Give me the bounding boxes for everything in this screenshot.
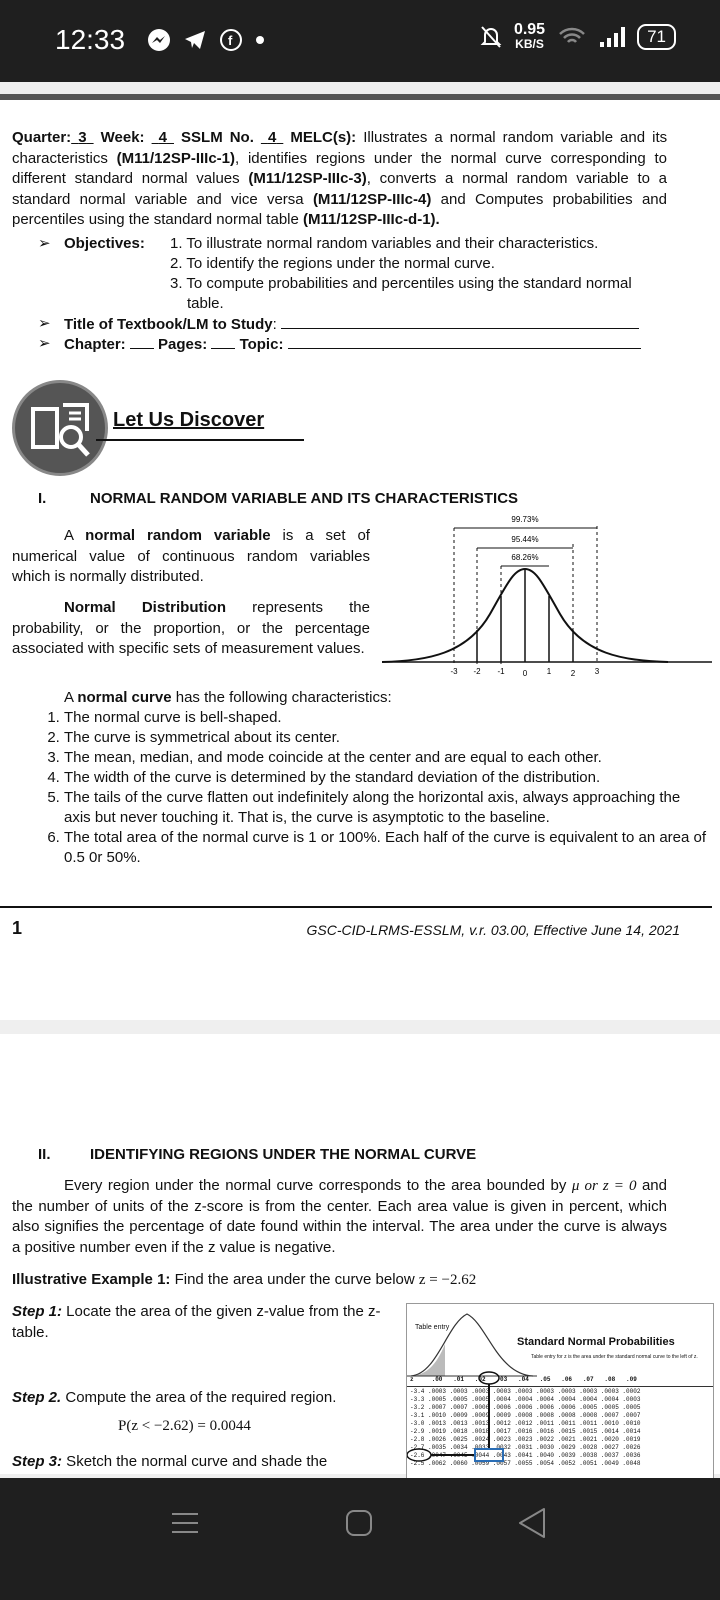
quarter-label: Quarter:	[12, 129, 72, 146]
text-run: , converts a normal random variable to a standard normal variable and vice versa	[12, 170, 668, 208]
speed-unit: KB/S	[515, 37, 544, 51]
table-row: -3.2 .0007 .0007 .0006 .0006 .0006 .0006 .0006 .0005 .0005 .0005	[410, 1404, 641, 1411]
objectives-label: Objectives:	[64, 235, 145, 252]
regions-paragraph: Every region under the normal curve corresponds to the area bounded by μ or z = 0 and the number of units of the z-score is from the center. Each area value is given in percent, which also signifies the percentage of date found within the interval. The area under the curve is always a positive number even if the z value is negative.	[12, 1177, 667, 1256]
table-annotations	[407, 1304, 713, 1479]
table-entry-label: Table entry	[415, 1324, 450, 1331]
speed-value: 0.95	[513, 21, 546, 38]
objective-3: 3. To compute probabilities and percentiles using the standard normal	[170, 275, 632, 292]
objective-2: 2. To identify the regions under the normal curve.	[170, 255, 495, 272]
table-row: -3.0 .0013 .0013 .0013 .0012 .0012 .0011 .0011 .0011 .0010 .0010	[410, 1420, 641, 1427]
textbook-blank	[281, 314, 639, 329]
step-3: Step 3: Sketch the normal curve and shade the	[12, 1453, 328, 1470]
tick-label: 1	[546, 667, 552, 676]
page-number: 1	[12, 918, 23, 938]
textbook-line: Title of Textbook/LM to Study:	[64, 314, 639, 336]
mute-bell-icon	[480, 25, 502, 49]
chapter-label: Chapter:	[64, 336, 126, 353]
signal-icon	[599, 25, 625, 49]
objective-3-cont: table.	[187, 295, 224, 312]
label-95-44: 95.44%	[511, 535, 539, 544]
characteristics-intro: A normal curve has the following characteristics:	[64, 689, 392, 706]
footer-rule	[0, 906, 712, 908]
week-label: Week:	[100, 129, 145, 146]
topic-blank	[288, 334, 641, 349]
list-item: 5. The tails of the curve flatten out indefinitely along the horizontal axis, always approaching the axis but never touching it. That is, the curve is asymptotic to the baseline.	[64, 788, 714, 828]
table-header: z .00 .01 .02 .03 .04 .05 .06 .07 .08 .09	[410, 1376, 637, 1383]
bullet-arrow-icon: ➢	[38, 235, 51, 252]
navigation-bar	[0, 1478, 720, 1600]
bullet-arrow-icon: ➢	[38, 335, 51, 352]
document-page-1	[0, 94, 720, 1020]
step-2-formula: P(z < −2.62) = 0.0044	[118, 1418, 251, 1434]
pages-blank	[211, 334, 235, 349]
text-run: represents the probability, or the proportion, or the percentage associated with specific sets of measurement values.	[12, 599, 370, 657]
sslm-label: SSLM No.	[181, 129, 254, 146]
example-line: Illustrative Example 1: Find the area under the curve below z = −2.62	[12, 1271, 477, 1288]
step-1: Step 1: Locate the area of the given z-value from the z-table.	[12, 1303, 381, 1341]
telegram-icon	[183, 28, 207, 52]
table-row: -2.6 .0047 .0045 .0044 .0043 .0041 .0040 .0039 .0038 .0037 .0036	[410, 1452, 641, 1459]
tick-label: 2	[570, 669, 576, 678]
table-note: Table entry for z is the area under the standard normal curve to the left of z.	[531, 1354, 698, 1360]
home-icon[interactable]	[344, 1508, 374, 1538]
table-row: -2.5 .0062 .0060 .0059 .0057 .0055 .0054 .0052 .0051 .0049 .0048	[410, 1460, 641, 1467]
tick-label: 3	[594, 667, 600, 676]
heading-2-number: II.	[38, 1146, 51, 1163]
textbook-label: Title of Textbook/LM to Study	[64, 316, 273, 333]
back-icon[interactable]	[516, 1506, 548, 1540]
week-value: 4	[158, 129, 167, 146]
topic-label: Topic:	[239, 336, 284, 353]
bold-run: (M11/12SP-IIIc-1)	[116, 149, 236, 167]
list-item: 4. The width of the curve is determined by the standard deviation of the distribution.	[64, 768, 714, 788]
sslm-value: 4	[267, 129, 277, 146]
z-table-image	[406, 1303, 714, 1480]
bold-run: (M11/12SP-IIIc-3)	[248, 170, 367, 187]
tick-label: 0	[522, 669, 528, 678]
table-row: -3.3 .0005 .0005 .0005 .0004 .0004 .0004 .0004 .0004 .0004 .0003	[410, 1396, 641, 1403]
recent-apps-icon[interactable]	[170, 1508, 200, 1538]
definition-normal-distribution	[12, 598, 370, 660]
bold-run: Normal Distribution	[64, 599, 226, 616]
text-run: is a set of numerical value of continuous random variables which is normally distributed.	[12, 527, 370, 585]
document-page-2	[0, 1034, 720, 1474]
quarter-value: 3	[78, 129, 87, 146]
pages-label: Pages:	[158, 336, 208, 353]
wifi-icon	[557, 25, 587, 49]
facebook-icon	[219, 28, 243, 52]
notification-icons	[147, 28, 265, 52]
tick-label: -2	[473, 667, 481, 676]
network-speed	[514, 22, 545, 52]
dot-icon	[255, 35, 265, 45]
melc-paragraph	[12, 128, 667, 231]
table-row: -3.1 .0010 .0009 .0009 .0009 .0008 .0008 .0008 .0008 .0007 .0007	[410, 1412, 641, 1419]
normal-curve-diagram	[382, 514, 712, 680]
melc-label: MELC(s):	[290, 129, 357, 146]
heading-1-number: I.	[38, 490, 47, 507]
list-item: 1. The normal curve is bell-shaped.	[64, 708, 714, 728]
table-row: -3.4 .0003 .0003 .0003 .0003 .0003 .0003 .0003 .0003 .0003 .0002	[410, 1388, 641, 1395]
bullet-arrow-icon: ➢	[38, 315, 51, 332]
bold-run: (M11/12SP-IIIc-d-1).	[303, 211, 440, 228]
text-run: and Computes probabilities and percentiles using the standard normal table	[12, 190, 667, 228]
bold-run: normal random variable	[85, 527, 271, 544]
chapter-blank	[130, 334, 154, 349]
section-title: Let Us Discover	[113, 409, 265, 431]
tick-label: -3	[450, 667, 458, 676]
list-item: 6. The total area of the normal curve is 1 or 100%. Each half of the curve is equivalent to an area of 0.5 0r 50%.	[64, 828, 714, 868]
status-bar	[0, 0, 720, 82]
text-run: Illustrates a normal random variable and its characteristics	[12, 129, 668, 167]
table-row: -2.7 .0035 .0034 .0033 .0032 .0031 .0030 .0029 .0028 .0027 .0026	[410, 1444, 641, 1451]
discover-logo	[12, 380, 108, 476]
text-run: A	[64, 527, 86, 544]
table-row: -2.8 .0026 .0025 .0024 .0023 .0023 .0022 .0021 .0021 .0020 .0019	[410, 1436, 641, 1443]
heading-2: IDENTIFYING REGIONS UNDER THE NORMAL CURVE	[90, 1146, 477, 1163]
label-68-26: 68.26%	[511, 553, 539, 562]
characteristics-list	[12, 708, 714, 868]
book-magnifier-icon	[15, 383, 105, 473]
list-item: 3. The mean, median, and mode coincide at the center and are equal to each other.	[64, 748, 714, 768]
objective-1: 1. To illustrate normal random variables and their characteristics.	[170, 235, 599, 252]
tick-label: -1	[497, 667, 505, 676]
definition-random-variable	[12, 526, 370, 588]
bold-run: (M11/12SP-IIIc-4)	[312, 190, 432, 208]
title-underline	[96, 439, 304, 441]
text-run: , identifies regions under the normal curve corresponding to different standard normal values	[12, 149, 667, 187]
system-icons	[480, 22, 676, 52]
list-item: 2. The curve is symmetrical about its center.	[64, 728, 714, 748]
svg-text:f: f	[228, 33, 233, 48]
label-99-73: 99.73%	[511, 515, 539, 524]
messenger-icon	[147, 28, 171, 52]
clock: 12:33	[55, 24, 126, 55]
heading-1: NORMAL RANDOM VARIABLE AND ITS CHARACTERISTICS	[90, 490, 519, 507]
table-title: Standard Normal Probabilities	[517, 1336, 675, 1348]
step-2: Step 2. Compute the area of the required region.	[12, 1389, 337, 1406]
chapter-line	[64, 334, 641, 356]
table-row: -2.9 .0019 .0018 .0018 .0017 .0016 .0016 .0015 .0015 .0014 .0014	[410, 1428, 641, 1435]
footer-text: GSC-CID-LRMS-ESSLM, v.r. 03.00, Effective June 14, 2021	[306, 922, 680, 938]
battery-level: 71	[637, 24, 676, 50]
